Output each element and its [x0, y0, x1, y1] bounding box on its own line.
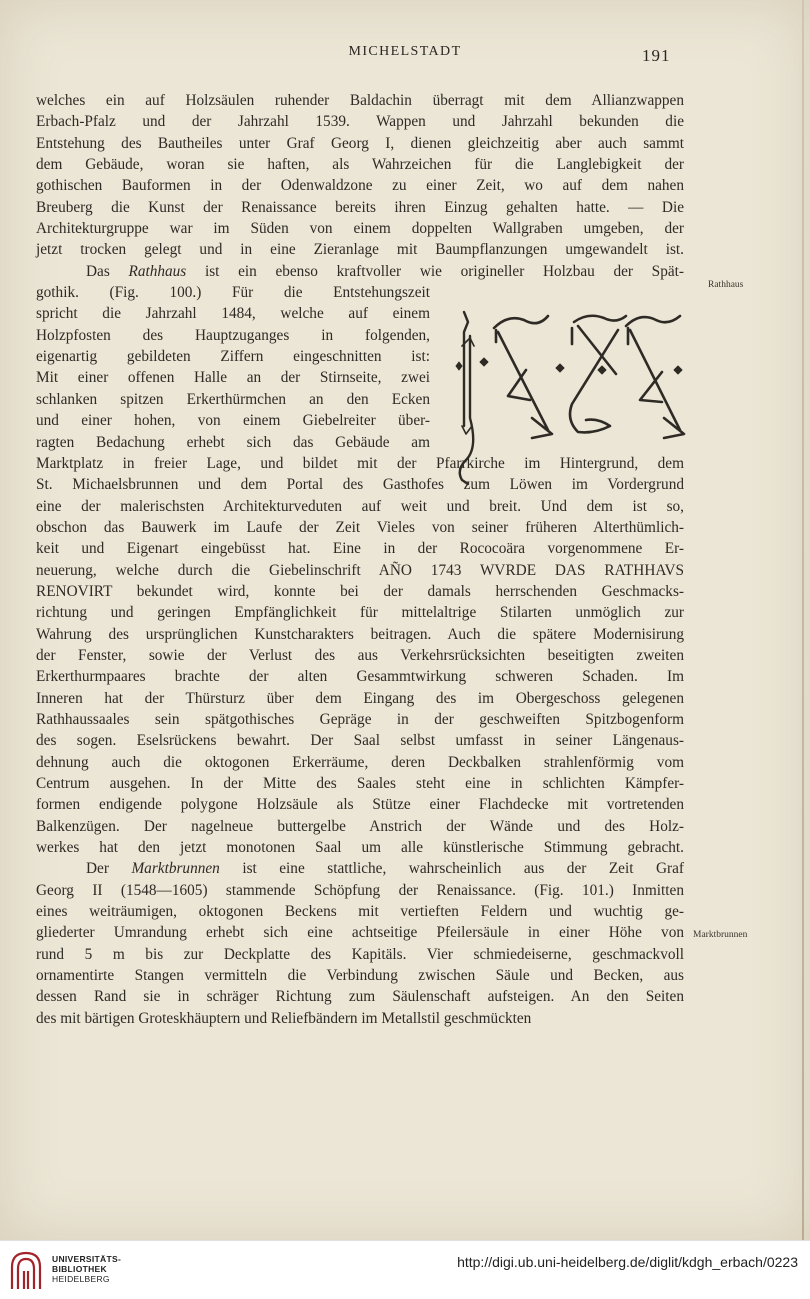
text-line: welches ein auf Holzsäulen ruhender Baldachin überragt mit dem Allianzwappen: [36, 92, 684, 109]
text-line: obschon das Bauwerk im Laufe der Zeit Vieles von seiner früheren Alterthümlich-: [36, 518, 684, 536]
text-line: neuerung, welche durch die Giebelinschrift AÑO 1743 WVRDE DAS RATHHAVS: [36, 561, 684, 579]
university-library-logo-icon: [8, 1249, 44, 1291]
text-line: Holzpfosten des Hauptzuganges in folgenden,: [36, 326, 430, 344]
rathhaus-paragraph-start: Das Rathhaus ist ein ebenso kraftvoller wie origineller Holzbau der Spät-: [86, 262, 684, 280]
text-line: St. Michaelsbrunnen und dem Portal des Gasthofes zum Löwen im Vordergrund: [36, 476, 684, 494]
permalink-url[interactable]: http://digi.ub.uni-heidelberg.de/diglit/kdgh_erbach/0223: [457, 1254, 798, 1270]
text-line: Wahrung des ursprünglichen Kunstcharakters beitragen. Auch die spätere Modernisirung: [36, 625, 684, 643]
text-line: Breuberg die Kunst der Renaissance bereits ihren Einzug gehalten hatte. — Die: [36, 198, 684, 216]
text-line: Erkerthurmpaares brachte der alten Gesammtwirkung schweren Schaden. Im: [36, 668, 684, 686]
text-line: schlanken spitzen Erkerthürmchen an den Ecken: [36, 390, 430, 408]
text-line: und einer hohen, von einem Giebelreiter über-: [36, 412, 430, 430]
text-line: Mit einer offenen Halle an der Stirnseite, zwei: [36, 369, 430, 387]
text-line: ragten Bedachung erhebt sich das Gebäude am: [36, 433, 430, 451]
text-line: Balkenzügen. Der nagelneue buttergelbe Anstrich der Wände und des Holz-: [36, 817, 684, 835]
text-line: des sogen. Eselsrückens bewahrt. Der Saal selbst umfasst in seiner Längenaus-: [36, 732, 684, 750]
body-text: [36, 90, 684, 1029]
text-line: Erbach-Pfalz und der Jahrzahl 1539. Wappen und Jahrzahl bekunden die: [36, 113, 684, 131]
text-line: eine der malerischsten Architekturveduten auf weit und breit. Und dem ist so,: [36, 497, 684, 515]
marktbrunnen-term: Marktbrunnen: [131, 860, 220, 878]
text-line: Marktplatz in freier Lage, und bildet mit der Pfarrkirche im Hintergrund, dem: [36, 454, 684, 472]
margin-note-marktbrunnen: Marktbrunnen: [693, 930, 748, 940]
library-name: UNIVERSITÄTS- BIBLIOTHEK HEIDELBERG: [52, 1254, 122, 1284]
text-line: dem Gebäude, woran sie haften, als Wahrzeichen für die Langlebigkeit der: [36, 156, 684, 174]
date-1484-figure: [448, 308, 688, 486]
text-line: ornamentirte Stangen vermitteln die Verbindung zwischen Säule und Becken, aus: [36, 967, 684, 985]
text-line: gothischen Bauformen in der Odenwaldzone zu einer Zeit, wo auf dem nahen: [36, 177, 684, 195]
text-line: formen endigende polygone Holzsäule als Stütze einer Flachdecke mit vortretenden: [36, 796, 684, 814]
text-line: dessen Rand sie in schräger Richtung zum Säulenschaft aufsteigen. An den Seiten: [36, 988, 684, 1006]
text-line: jetzt trocken gelegt und in eine Zieranlage mit Baumpflanzungen umgewandelt ist.: [36, 241, 684, 259]
text-line: rund 5 m bis zur Deckplatte des Kapitäls. Vier schmiedeiserne, geschmackvoll: [36, 945, 684, 963]
text-line: gliederter Umrandung erhebt sich eine achtseitige Pfeilersäule in einer Höhe von: [36, 924, 684, 942]
text-line: eigenartig gebildeten Ziffern eingeschnitten ist:: [36, 348, 430, 366]
margin-note-rathhaus: Rathhaus: [708, 280, 744, 290]
text-line: Centrum ausgehen. In der Mitte des Saales steht eine in schlichten Kämpfer-: [36, 775, 684, 792]
text-line: RENOVIRT bekundet wird, konnte bei der damals herrschenden Geschmacks-: [36, 582, 684, 600]
library-footer: [0, 1240, 810, 1299]
rathhaus-term: Rathhaus: [128, 262, 187, 280]
text-line: werkes hat den jetzt monotonen Saal um alle künstlerische Stimmung gebracht.: [36, 839, 684, 857]
running-title: MICHELSTADT: [348, 44, 462, 59]
page-number: 191: [642, 46, 671, 65]
text-line: Georg II (1548—1605) stammende Schöpfung der Renaissance. (Fig. 101.) Inmitten: [36, 881, 684, 899]
text-line: spricht die Jahrzahl 1484, welche auf einem: [36, 305, 430, 323]
text-line: Entstehung des Bautheiles unter Graf Georg I, dienen gleichzeitig aber auch sammt: [36, 134, 684, 152]
text-line: richtung und geringen Empfänglichkeit für mittelaltrige Stilarten unmöglich zur: [36, 604, 684, 622]
text-line: dehnung auch die oktogonen Erkerräume, deren Deckbalken strahlenförmig vom: [36, 753, 684, 771]
text-line: gothik. (Fig. 100.) Für die Entstehungszeit: [36, 284, 430, 302]
text-line: Rathhaussaales sein spätgothisches Gepräge in der geschweiften Spitzbogenform: [36, 710, 684, 728]
text-line: eines weiträumigen, oktogonen Beckens mit vertieften Feldern und wuchtig ge-: [36, 903, 684, 921]
text-line: Architekturgruppe war im Süden von einem doppelten Wallgraben umgeben, der: [36, 220, 684, 238]
text-line: Inneren hat der Thürsturz über dem Eingang des im Obergeschoss gelegenen: [36, 689, 684, 707]
marktbrunnen-paragraph-start: Der Marktbrunnen ist eine stattliche, wahrscheinlich aus der Zeit Graf: [86, 860, 684, 878]
text-line: keit und Eigenart eingebüsst hat. Eine in der Rococoära vorgenommene Er-: [36, 540, 684, 558]
text-line: der Fenster, sowie der Verlust des aus Verkehrsrücksichten beseitigten zweiten: [36, 646, 684, 664]
gothic-numerals-drawing: [448, 308, 688, 486]
text-line: des mit bärtigen Groteskhäuptern und Reliefbändern im Metallstil geschmückten: [36, 1009, 532, 1027]
